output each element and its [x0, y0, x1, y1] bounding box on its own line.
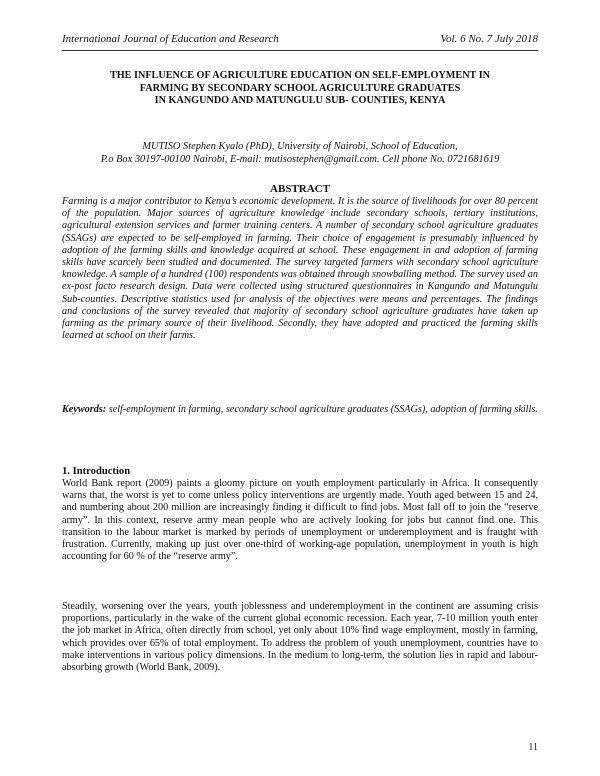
author-affiliation: MUTISO Stephen Kyalo (PhD), University of Nairobi, School of Education,	[142, 141, 458, 152]
author-block	[40, 140, 560, 166]
author-contact: P.o Box 30197-00100 Nairobi, E-mail: mutisostephen@gmail.com. Cell phone No. 0721681619	[100, 154, 500, 165]
section-heading-introduction: 1. Introduction	[62, 466, 131, 477]
introduction-paragraph: Steadily, worsening over the years, youth joblessness and underemployment in the continent are assuming crisis proportions, particularly in the wake of the current global economic recession. Each year, 7-10 million youth enter the job market in Africa, often directly from school, yet only about 10% find wage employment, mostly in farming, which provides over 65% of total employment. To address the problem of youth unemployment, countries have to make interventions in various policy dimensions. In the medium to long-term, the solution lies in rapid and labour-absorbing growth (World Bank, 2009).	[62, 601, 538, 674]
paper-title	[60, 70, 540, 108]
keywords-label: Keywords:	[62, 404, 107, 415]
running-header	[62, 33, 538, 45]
title-line: IN KANGUNDO AND MATUNGULU SUB- COUNTIES, KENYA	[154, 95, 446, 106]
journal-name: International Journal of Education and Research	[62, 33, 279, 45]
keywords-text: self-employment in farming, secondary school agriculture graduates (SSAGs), adoption of farming skills.	[108, 404, 538, 415]
abstract-text: Farming is a major contributor to Kenya’s economic development. It is the source of livelihoods for over 80 percent of the population. Major sources of agriculture knowledge include secondary schools, tertiary institutions, agricultural extension services and farmer training centers. A number of secondary school agriculture graduates (SSAGs) are expected to be self-employed in farming. Their choice of engagement is presumably influenced by adoption of the farming skills and knowledge acquired at school. These engagement in and adoption of farming skills have scarcely been studied and documented. The survey targeted farmers with secondary school agriculture knowledge. A sample of a hundred (100) respondents was obtained through snowballing method. The survey used an ex-post facto research design. Data were collected using structured questionnaires in Kangundo and Matungulu Sub-counties. Descriptive statistics used for analysis of the objectives were means and percentages. The findings and conclusions of the survey revealed that majority of secondary school agriculture graduates have taken up farming as the primary source of their livelihood. Secondly, they have adopted and practiced the farming skills learned at school on their farms.	[62, 196, 538, 342]
title-line: FARMING BY SECONDARY SCHOOL AGRICULTURE GRADUATES	[139, 82, 461, 94]
title-line: THE INFLUENCE OF AGRICULTURE EDUCATION ON SELF-EMPLOYMENT IN	[109, 70, 491, 81]
keywords	[62, 403, 538, 416]
introduction-paragraph: World Bank report (2009) paints a gloomy picture on youth employment particularly in Africa. It consequently warns that, the worst is yet to come unless policy interventions are urgently made. Youth aged between 15 and 24, and numbering about 200 million are increasingly finding it difficult to find jobs. Most fall off to join the “reserve army”. In this context, reserve army mean people who are actively looking for jobs but cannot find one. This transition to the labour market is marked by periods of unemployment or underemployment and is fraught with frustration. Currently, making up just over one-third of working-age population, unemployment in youth is high accounting for 60 % of the “reserve army”.	[62, 478, 538, 563]
volume-info: Vol. 6 No. 7 July 2018	[440, 33, 538, 45]
abstract-heading: ABSTRACT	[270, 183, 330, 195]
page-number: 11	[528, 742, 538, 753]
header-divider	[62, 50, 538, 51]
